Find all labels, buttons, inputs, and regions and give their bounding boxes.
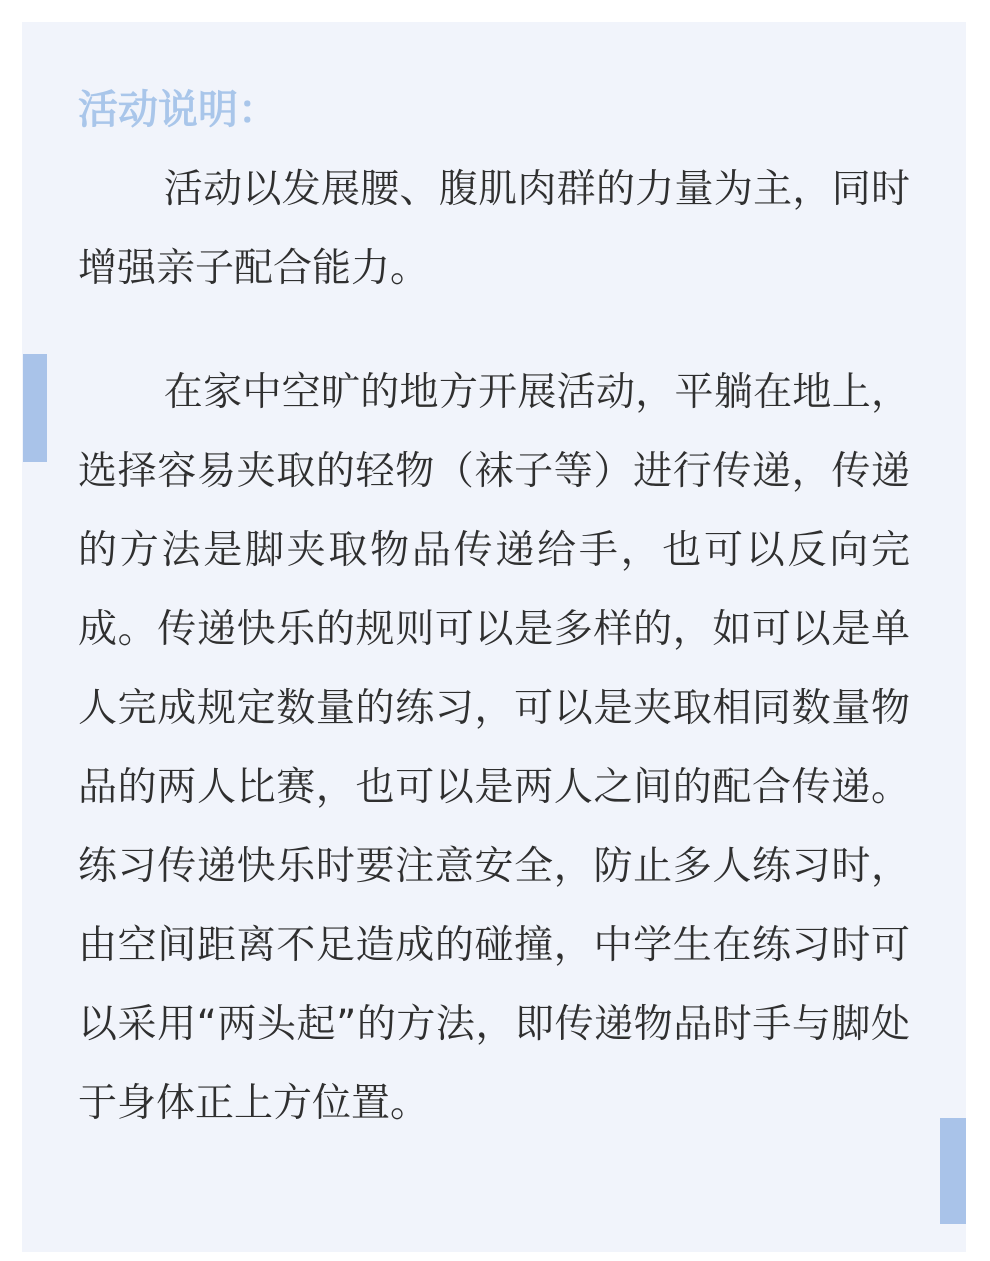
left-accent-bar: [23, 354, 47, 462]
section-heading: 活动说明：: [78, 87, 278, 133]
right-accent-bar: [940, 1118, 966, 1224]
paragraph-instructions: 在家中空旷的地方开展活动，平躺在地上，选择容易夹取的轻物（袜子等）进行传递，传递的方法是脚夹取物品传递给手，也可以反向完成。传递快乐的规则可以是多样的，如可以是单人完成规定数量的练习，可以是夹取相同数量物品的两人比赛，也可以是两人之间的配合传递。练习传递快乐时要注意安全，防止多人练习时，由空间距离不足造成的碰撞，中学生在练习时可以采用“两头起”的方法，即传递物品时手与脚处于身体正上方位置。: [78, 370, 910, 1126]
paragraph-intro: 活动以发展腰、腹肌肉群的力量为主，同时增强亲子配合能力。: [78, 167, 910, 291]
